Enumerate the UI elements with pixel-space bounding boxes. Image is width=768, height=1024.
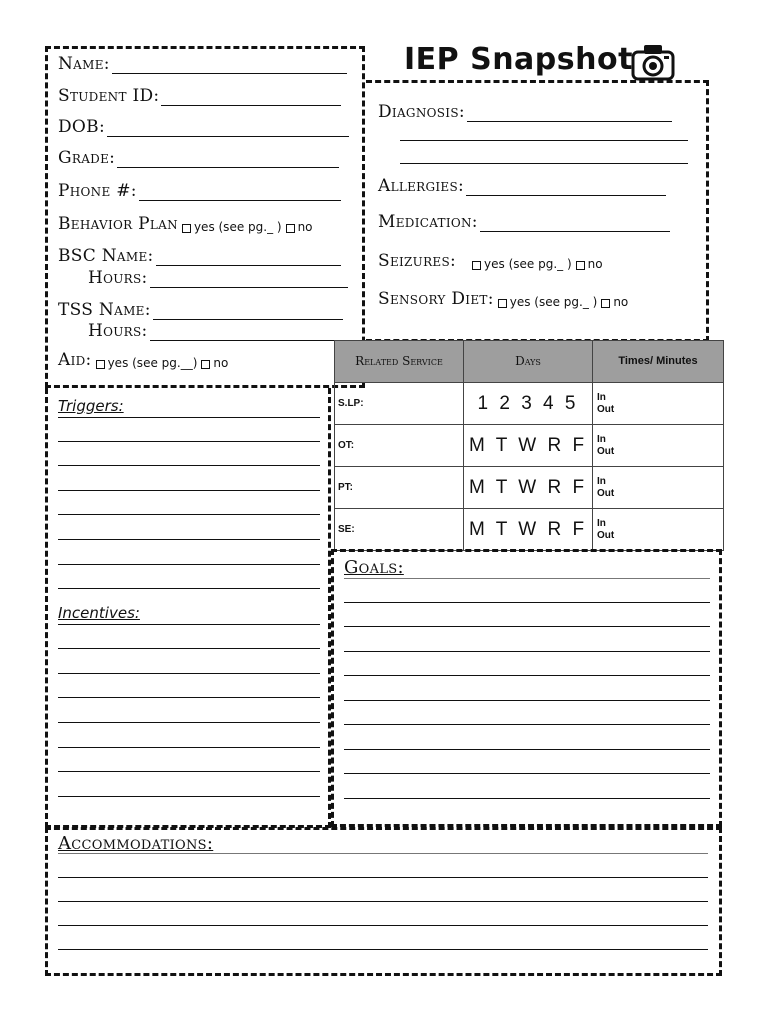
student-id-label: Student ID:: [58, 86, 160, 106]
allergies-label: Allergies:: [378, 176, 465, 196]
tss-name-label: TSS Name:: [58, 300, 151, 320]
header-days: Days: [464, 341, 593, 383]
bsc-hours-label: Hours:: [88, 268, 148, 288]
goals-line[interactable]: [344, 798, 710, 799]
aid-no-checkbox[interactable]: [201, 360, 210, 369]
incentives-line[interactable]: [58, 648, 320, 649]
goals-line[interactable]: [344, 651, 710, 652]
behavior-plan-field: [58, 214, 313, 234]
name-label: Name:: [58, 54, 110, 74]
behavior-yes-label: yes (see pg._ ): [193, 220, 282, 234]
service-times[interactable]: [593, 383, 724, 425]
behavior-yes-checkbox[interactable]: [182, 224, 191, 233]
in-label: In: [597, 433, 606, 445]
seizures-label: Seizures:: [378, 251, 457, 271]
seizures-no-label: no: [587, 257, 603, 271]
incentives-label: Incentives:: [58, 604, 140, 622]
triggers-line[interactable]: [58, 441, 320, 442]
service-times[interactable]: [593, 509, 724, 551]
goals-line[interactable]: [344, 578, 710, 579]
diagnosis-line-3[interactable]: [400, 163, 688, 164]
grade-label: Grade:: [58, 148, 116, 168]
phone-field[interactable]: [58, 181, 341, 201]
bsc-hours-field[interactable]: [88, 268, 348, 288]
incentives-line[interactable]: [58, 673, 320, 674]
bsc-name-field[interactable]: [58, 246, 341, 266]
medication-label: Medication:: [378, 212, 478, 232]
triggers-line[interactable]: [58, 490, 320, 491]
service-name: S.LP:: [335, 383, 464, 425]
incentives-line[interactable]: [58, 747, 320, 748]
sensory-no-checkbox[interactable]: [601, 299, 610, 308]
triggers-line[interactable]: [58, 514, 320, 515]
triggers-line[interactable]: [58, 588, 320, 589]
header-times-minutes: Times/ Minutes: [593, 341, 724, 383]
name-field[interactable]: [58, 54, 347, 74]
aid-yes-checkbox[interactable]: [96, 360, 105, 369]
incentives-line[interactable]: [58, 697, 320, 698]
tss-hours-label: Hours:: [88, 321, 148, 341]
table-row: [335, 425, 724, 467]
behavior-plan-label: Behavior Plan: [58, 214, 178, 234]
accommodations-line[interactable]: [58, 949, 708, 950]
triggers-line[interactable]: [58, 417, 320, 418]
accommodations-line[interactable]: [58, 925, 708, 926]
tss-name-field[interactable]: [58, 300, 343, 320]
in-label: In: [597, 391, 606, 403]
seizures-yes-label: yes (see pg._ ): [484, 257, 572, 271]
service-name: PT:: [335, 467, 464, 509]
goals-label: Goals:: [344, 557, 404, 578]
triggers-line[interactable]: [58, 465, 320, 466]
service-name: OT:: [335, 425, 464, 467]
diagnosis-field[interactable]: [378, 102, 672, 122]
accommodations-line[interactable]: [58, 901, 708, 902]
sensory-no-label: no: [613, 295, 629, 309]
grade-field[interactable]: [58, 148, 339, 168]
service-days[interactable]: 1 2 3 4 5: [464, 383, 593, 425]
in-label: In: [597, 517, 606, 529]
seizures-no-checkbox[interactable]: [576, 261, 585, 270]
out-label: Out: [597, 403, 615, 415]
incentives-line[interactable]: [58, 796, 320, 797]
related-services-table: [334, 340, 724, 551]
goals-line[interactable]: [344, 626, 710, 627]
service-times[interactable]: [593, 425, 724, 467]
service-days[interactable]: M T W R F: [464, 425, 593, 467]
table-row: [335, 467, 724, 509]
diagnosis-label: Diagnosis:: [378, 102, 465, 122]
service-name: SE:: [335, 509, 464, 551]
tss-hours-field[interactable]: [88, 321, 345, 341]
out-label: Out: [597, 529, 615, 541]
out-label: Out: [597, 445, 615, 457]
camera-icon: [630, 42, 676, 82]
goals-line[interactable]: [344, 773, 710, 774]
incentives-line[interactable]: [58, 722, 320, 723]
dob-label: DOB:: [58, 117, 105, 137]
behavior-no-checkbox[interactable]: [286, 224, 295, 233]
goals-line[interactable]: [344, 749, 710, 750]
diagnosis-line-2[interactable]: [400, 140, 688, 141]
page-title: IEP Snapshot: [404, 42, 633, 77]
triggers-label: Triggers:: [58, 397, 124, 415]
student-id-field[interactable]: [58, 86, 341, 106]
goals-line[interactable]: [344, 700, 710, 701]
aid-yes-label: yes (see pg.__): [107, 356, 198, 370]
allergies-field[interactable]: [378, 176, 666, 196]
service-times[interactable]: [593, 467, 724, 509]
behavior-no-label: no: [297, 220, 313, 234]
seizures-field: [378, 251, 603, 271]
goals-line[interactable]: [344, 724, 710, 725]
dob-field[interactable]: [58, 117, 349, 137]
service-days[interactable]: M T W R F: [464, 467, 593, 509]
goals-box: [331, 549, 722, 827]
service-days[interactable]: M T W R F: [464, 509, 593, 551]
medication-field[interactable]: [378, 212, 670, 232]
phone-label: Phone #:: [58, 181, 137, 201]
incentives-line[interactable]: [58, 771, 320, 772]
accommodations-line[interactable]: [58, 853, 708, 854]
sensory-yes-checkbox[interactable]: [498, 299, 507, 308]
table-row: [335, 509, 724, 551]
goals-line[interactable]: [344, 602, 710, 603]
seizures-yes-checkbox[interactable]: [472, 261, 481, 270]
sensory-diet-label: Sensory Diet:: [378, 289, 494, 309]
page-title-area: [372, 40, 712, 84]
accommodations-line[interactable]: [58, 877, 708, 878]
aid-no-label: no: [213, 356, 229, 370]
aid-field: [58, 350, 228, 370]
in-label: In: [597, 475, 606, 487]
accommodations-label: Accommodations:: [58, 833, 214, 854]
goals-line[interactable]: [344, 675, 710, 676]
header-related-service: Related Service: [335, 341, 464, 383]
triggers-line[interactable]: [58, 564, 320, 565]
aid-label: Aid:: [58, 350, 92, 370]
bsc-name-label: BSC Name:: [58, 246, 154, 266]
triggers-line[interactable]: [58, 539, 320, 540]
table-row: [335, 383, 724, 425]
sensory-diet-field: [378, 289, 628, 309]
out-label: Out: [597, 487, 615, 499]
sensory-yes-label: yes (see pg._ ): [509, 295, 598, 309]
incentives-line[interactable]: [58, 624, 320, 625]
